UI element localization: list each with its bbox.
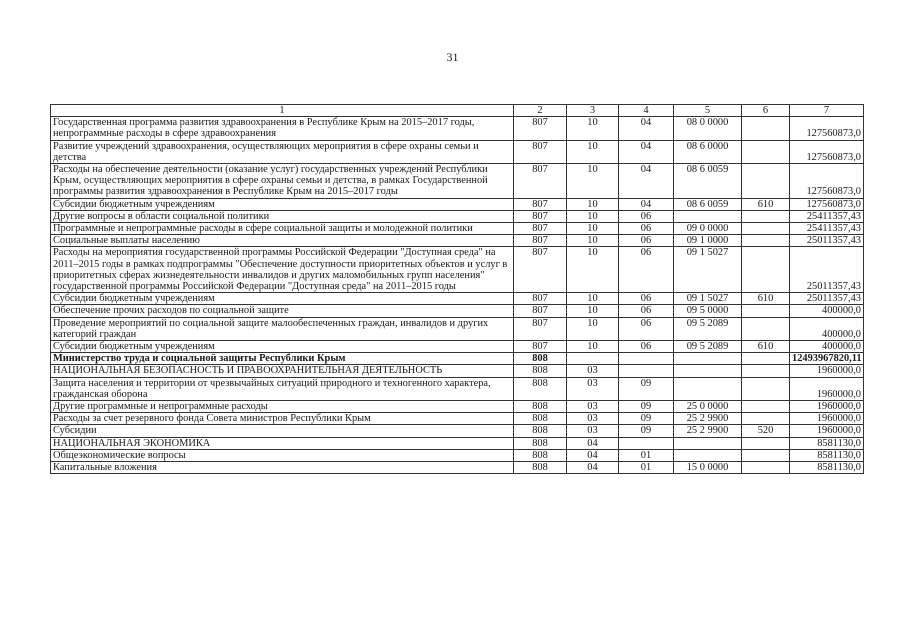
cell-expense-code: 610 bbox=[742, 293, 790, 305]
cell-name: Другие вопросы в области социальной политики bbox=[51, 210, 514, 222]
cell-amount: 8581130,0 bbox=[790, 437, 864, 449]
table-row bbox=[51, 377, 864, 400]
table-row bbox=[51, 425, 864, 437]
cell-expense-code: 610 bbox=[742, 341, 790, 353]
cell-expense-code bbox=[742, 365, 790, 377]
cell-expense-code bbox=[742, 377, 790, 400]
cell-name: Защита населения и территории от чрезвычайных ситуаций природного и техногенного характера, гражданская оборона bbox=[51, 377, 514, 400]
table-row bbox=[51, 198, 864, 210]
cell-amount: 400000,0 bbox=[790, 341, 864, 353]
cell-subsection-code: 01 bbox=[619, 449, 674, 461]
cell-section-code: 10 bbox=[567, 117, 619, 140]
cell-name: НАЦИОНАЛЬНАЯ ЭКОНОМИКА bbox=[51, 437, 514, 449]
header-cell-amount: 7 bbox=[790, 105, 864, 117]
cell-ministry-code: 808 bbox=[514, 401, 567, 413]
cell-target-code bbox=[674, 437, 742, 449]
cell-ministry-code: 808 bbox=[514, 413, 567, 425]
cell-expense-code bbox=[742, 449, 790, 461]
cell-expense-code bbox=[742, 353, 790, 365]
cell-subsection-code: 06 bbox=[619, 341, 674, 353]
cell-section-code: 03 bbox=[567, 365, 619, 377]
cell-expense-code: 520 bbox=[742, 425, 790, 437]
cell-name: Другие программные и непрограммные расходы bbox=[51, 401, 514, 413]
table-row bbox=[51, 117, 864, 140]
cell-ministry-code: 807 bbox=[514, 210, 567, 222]
cell-ministry-code: 807 bbox=[514, 198, 567, 210]
cell-ministry-code: 808 bbox=[514, 437, 567, 449]
cell-ministry-code: 808 bbox=[514, 365, 567, 377]
cell-section-code: 10 bbox=[567, 140, 619, 163]
cell-ministry-code: 808 bbox=[514, 377, 567, 400]
cell-ministry-code: 807 bbox=[514, 247, 567, 293]
cell-target-code bbox=[674, 210, 742, 222]
cell-subsection-code: 09 bbox=[619, 413, 674, 425]
cell-subsection-code: 04 bbox=[619, 117, 674, 140]
table-row bbox=[51, 247, 864, 293]
cell-amount: 8581130,0 bbox=[790, 449, 864, 461]
cell-name: Программные и непрограммные расходы в сфере социальной защиты и молодежной политики bbox=[51, 223, 514, 235]
table-row bbox=[51, 223, 864, 235]
cell-section-code: 10 bbox=[567, 198, 619, 210]
cell-ministry-code: 808 bbox=[514, 353, 567, 365]
cell-ministry-code: 808 bbox=[514, 449, 567, 461]
cell-section-code: 03 bbox=[567, 401, 619, 413]
cell-ministry-code: 807 bbox=[514, 117, 567, 140]
cell-subsection-code: 06 bbox=[619, 235, 674, 247]
cell-ministry-code: 807 bbox=[514, 223, 567, 235]
cell-subsection-code: 06 bbox=[619, 247, 674, 293]
cell-name: Проведение мероприятий по социальной защите малообеспеченных граждан, инвалидов и других категорий граждан bbox=[51, 317, 514, 340]
cell-section-code: 10 bbox=[567, 210, 619, 222]
table-body bbox=[51, 105, 864, 474]
cell-target-code: 08 6 0059 bbox=[674, 164, 742, 199]
cell-target-code: 08 0 0000 bbox=[674, 117, 742, 140]
cell-expense-code bbox=[742, 235, 790, 247]
cell-target-code: 09 5 0000 bbox=[674, 305, 742, 317]
header-cell-subsection: 4 bbox=[619, 105, 674, 117]
cell-target-code: 09 5 2089 bbox=[674, 341, 742, 353]
cell-target-code: 25 0 0000 bbox=[674, 401, 742, 413]
cell-amount: 400000,0 bbox=[790, 305, 864, 317]
cell-amount: 25011357,43 bbox=[790, 235, 864, 247]
cell-target-code: 25 2 9900 bbox=[674, 413, 742, 425]
cell-section-code: 10 bbox=[567, 293, 619, 305]
cell-ministry-code: 807 bbox=[514, 235, 567, 247]
cell-section-code: 03 bbox=[567, 377, 619, 400]
cell-name: Субсидии бюджетным учреждениям bbox=[51, 198, 514, 210]
table-row bbox=[51, 164, 864, 199]
cell-section-code: 10 bbox=[567, 223, 619, 235]
table-row bbox=[51, 235, 864, 247]
cell-amount: 25011357,43 bbox=[790, 293, 864, 305]
cell-section-code: 10 bbox=[567, 305, 619, 317]
table-row bbox=[51, 293, 864, 305]
table-row bbox=[51, 210, 864, 222]
cell-subsection-code: 06 bbox=[619, 210, 674, 222]
cell-target-code bbox=[674, 377, 742, 400]
cell-expense-code bbox=[742, 223, 790, 235]
cell-expense-code bbox=[742, 247, 790, 293]
cell-amount: 127560873,0 bbox=[790, 164, 864, 199]
cell-subsection-code bbox=[619, 365, 674, 377]
cell-section-code: 10 bbox=[567, 235, 619, 247]
cell-subsection-code bbox=[619, 437, 674, 449]
cell-name: Государственная программа развития здравоохранения в Республике Крым на 2015–2017 годы, непрограммные расходы в сфере здравоохранения bbox=[51, 117, 514, 140]
cell-amount: 127560873,0 bbox=[790, 198, 864, 210]
header-cell-expense: 6 bbox=[742, 105, 790, 117]
cell-expense-code bbox=[742, 462, 790, 474]
cell-name: НАЦИОНАЛЬНАЯ БЕЗОПАСНОСТЬ И ПРАВООХРАНИТЕЛЬНАЯ ДЕЯТЕЛЬНОСТЬ bbox=[51, 365, 514, 377]
cell-subsection-code: 06 bbox=[619, 293, 674, 305]
cell-target-code bbox=[674, 353, 742, 365]
cell-ministry-code: 807 bbox=[514, 164, 567, 199]
cell-subsection-code: 06 bbox=[619, 317, 674, 340]
cell-expense-code bbox=[742, 117, 790, 140]
cell-name: Общеэкономические вопросы bbox=[51, 449, 514, 461]
cell-ministry-code: 807 bbox=[514, 305, 567, 317]
cell-name: Субсидии бюджетным учреждениям bbox=[51, 293, 514, 305]
cell-subsection-code: 06 bbox=[619, 305, 674, 317]
cell-section-code: 03 bbox=[567, 425, 619, 437]
table-header-row bbox=[51, 105, 864, 117]
cell-name: Расходы за счет резервного фонда Совета министров Республики Крым bbox=[51, 413, 514, 425]
cell-amount: 1960000,0 bbox=[790, 377, 864, 400]
cell-amount: 12493967820,11 bbox=[790, 353, 864, 365]
table-row bbox=[51, 305, 864, 317]
cell-ministry-code: 807 bbox=[514, 140, 567, 163]
cell-expense-code: 610 bbox=[742, 198, 790, 210]
cell-target-code: 09 1 0000 bbox=[674, 235, 742, 247]
table-row bbox=[51, 437, 864, 449]
page-number: 31 bbox=[446, 50, 459, 64]
cell-expense-code bbox=[742, 317, 790, 340]
cell-name: Обеспечение прочих расходов по социальной защите bbox=[51, 305, 514, 317]
cell-amount: 127560873,0 bbox=[790, 117, 864, 140]
cell-section-code: 10 bbox=[567, 247, 619, 293]
cell-target-code: 25 2 9900 bbox=[674, 425, 742, 437]
cell-name: Расходы на мероприятия государственной программы Российской Федерации "Доступная среда" на 2011–2015 годы в рамках подпрограммы "Обеспечение доступности приоритетных объектов и услуг в приоритетных сферах жизнедеятельности инвалидов и других маломобильных групп населения" государственной программы Российской Федерации "Доступная среда" на 2011–2015 годы bbox=[51, 247, 514, 293]
table-row bbox=[51, 449, 864, 461]
cell-name: Субсидии бюджетным учреждениям bbox=[51, 341, 514, 353]
header-cell-section: 3 bbox=[567, 105, 619, 117]
cell-subsection-code: 06 bbox=[619, 223, 674, 235]
cell-target-code: 09 1 5027 bbox=[674, 247, 742, 293]
cell-section-code: 03 bbox=[567, 413, 619, 425]
cell-target-code: 09 5 2089 bbox=[674, 317, 742, 340]
cell-expense-code bbox=[742, 413, 790, 425]
cell-ministry-code: 808 bbox=[514, 462, 567, 474]
header-cell-ministry: 2 bbox=[514, 105, 567, 117]
cell-subsection-code: 01 bbox=[619, 462, 674, 474]
table-row bbox=[51, 317, 864, 340]
cell-amount: 25411357,43 bbox=[790, 223, 864, 235]
cell-subsection-code: 04 bbox=[619, 198, 674, 210]
table-row bbox=[51, 341, 864, 353]
cell-amount: 25411357,43 bbox=[790, 210, 864, 222]
table-row bbox=[51, 140, 864, 163]
cell-section-code bbox=[567, 353, 619, 365]
cell-amount: 1960000,0 bbox=[790, 365, 864, 377]
cell-amount: 8581130,0 bbox=[790, 462, 864, 474]
cell-target-code: 08 6 0000 bbox=[674, 140, 742, 163]
cell-amount: 25011357,43 bbox=[790, 247, 864, 293]
cell-expense-code bbox=[742, 437, 790, 449]
cell-amount: 1960000,0 bbox=[790, 425, 864, 437]
cell-section-code: 04 bbox=[567, 462, 619, 474]
cell-section-code: 04 bbox=[567, 437, 619, 449]
cell-amount: 1960000,0 bbox=[790, 413, 864, 425]
cell-target-code: 15 0 0000 bbox=[674, 462, 742, 474]
cell-subsection-code: 09 bbox=[619, 377, 674, 400]
table-row bbox=[51, 462, 864, 474]
cell-section-code: 10 bbox=[567, 164, 619, 199]
table-row bbox=[51, 353, 864, 365]
cell-subsection-code: 09 bbox=[619, 401, 674, 413]
cell-name: Расходы на обеспечение деятельности (оказание услуг) государственных учреждений Республики Крым, осуществляющих мероприятия в сфере охраны семьи и детства, в рамках Государственной программы развития здравоохранения в Республике Крым на 2015–2017 годы bbox=[51, 164, 514, 199]
cell-target-code: 08 6 0059 bbox=[674, 198, 742, 210]
cell-ministry-code: 807 bbox=[514, 293, 567, 305]
cell-section-code: 04 bbox=[567, 449, 619, 461]
header-cell-target: 5 bbox=[674, 105, 742, 117]
cell-amount: 1960000,0 bbox=[790, 401, 864, 413]
cell-section-code: 10 bbox=[567, 317, 619, 340]
cell-name: Министерство труда и социальной защиты Республики Крым bbox=[51, 353, 514, 365]
cell-expense-code bbox=[742, 305, 790, 317]
cell-target-code: 09 0 0000 bbox=[674, 223, 742, 235]
cell-target-code: 09 1 5027 bbox=[674, 293, 742, 305]
cell-subsection-code bbox=[619, 353, 674, 365]
cell-name: Социальные выплаты населению bbox=[51, 235, 514, 247]
cell-subsection-code: 09 bbox=[619, 425, 674, 437]
cell-subsection-code: 04 bbox=[619, 164, 674, 199]
header-cell-name: 1 bbox=[51, 105, 514, 117]
cell-subsection-code: 04 bbox=[619, 140, 674, 163]
cell-ministry-code: 807 bbox=[514, 341, 567, 353]
cell-expense-code bbox=[742, 210, 790, 222]
cell-amount: 400000,0 bbox=[790, 317, 864, 340]
cell-name: Субсидии bbox=[51, 425, 514, 437]
cell-ministry-code: 807 bbox=[514, 317, 567, 340]
cell-section-code: 10 bbox=[567, 341, 619, 353]
cell-amount: 127560873,0 bbox=[790, 140, 864, 163]
budget-table bbox=[50, 104, 864, 474]
cell-expense-code bbox=[742, 164, 790, 199]
table-row bbox=[51, 413, 864, 425]
cell-target-code bbox=[674, 449, 742, 461]
cell-name: Капитальные вложения bbox=[51, 462, 514, 474]
cell-expense-code bbox=[742, 401, 790, 413]
cell-ministry-code: 808 bbox=[514, 425, 567, 437]
cell-expense-code bbox=[742, 140, 790, 163]
table-row bbox=[51, 401, 864, 413]
cell-target-code bbox=[674, 365, 742, 377]
cell-name: Развитие учреждений здравоохранения, осуществляющих мероприятия в сфере охраны семьи и детства bbox=[51, 140, 514, 163]
table-row bbox=[51, 365, 864, 377]
